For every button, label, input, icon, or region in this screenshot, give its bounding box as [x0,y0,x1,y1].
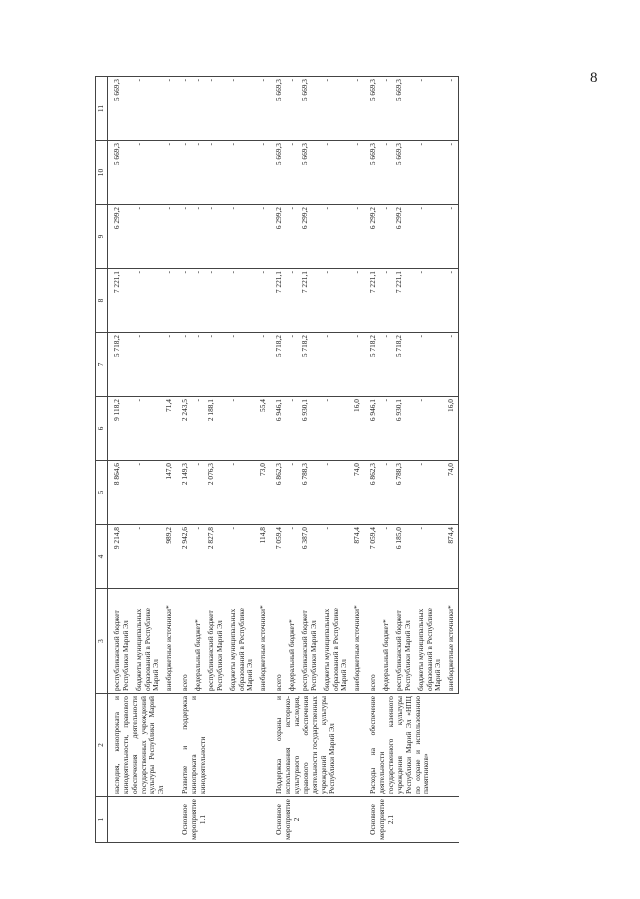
amount-cell: 7 059,4 [364,525,380,589]
funding-source-cell: федеральный бюджет* [286,589,299,694]
measure-name-cell: Расходы на обеспечение деятельности государственного казенного учреждения культуры Республики Марий Эл «НПЦ по охране и использованию памятников» [364,694,459,797]
amount-cell: - [321,77,352,141]
amount-cell: - [227,461,258,525]
amount-cell: - [286,269,299,333]
amount-cell: - [415,269,446,333]
amount-cell: 7 221,1 [299,269,321,333]
amount-cell: 73,0 [257,461,270,525]
funding-source-cell: бюджеты муниципальных образований в Республике Марий Эл [415,589,446,694]
amount-cell: - [257,205,270,269]
amount-cell: - [380,77,393,141]
funding-source-cell: внебюджетные источники* [445,589,458,694]
amount-cell: 9 118,2 [107,397,132,461]
amount-cell: - [133,397,164,461]
amount-cell: 874,4 [351,525,364,589]
amount-cell: - [415,461,446,525]
amount-cell: - [415,525,446,589]
table-row [364,77,380,843]
amount-cell: - [176,205,192,269]
amount-cell: - [227,333,258,397]
amount-cell: - [351,77,364,141]
funding-source-cell: бюджеты муниципальных образований в Республике Марий Эл [321,589,352,694]
amount-cell: - [380,525,393,589]
amount-cell: - [133,269,164,333]
amount-cell: 5 718,2 [393,333,415,397]
amount-cell: 5 718,2 [299,333,321,397]
amount-cell: - [227,77,258,141]
amount-cell: 7 221,1 [364,269,380,333]
amount-cell: - [351,205,364,269]
amount-cell: - [227,205,258,269]
page-number: 8 [590,70,598,86]
amount-cell: 2 076,3 [205,461,227,525]
column-number-header: 7 [96,333,108,397]
amount-cell: - [133,77,164,141]
amount-cell: 7 221,1 [107,269,132,333]
amount-cell: - [321,333,352,397]
amount-cell: 6 862,3 [364,461,380,525]
funding-source-cell: бюджеты муниципальных образований в Республике Марий Эл [133,589,164,694]
funding-source-cell: федеральный бюджет* [192,589,205,694]
amount-cell: 2 243,5 [176,397,192,461]
amount-cell: 6 299,2 [107,205,132,269]
amount-cell: 55,4 [257,397,270,461]
amount-cell: - [133,141,164,205]
amount-cell: - [351,333,364,397]
amount-cell: - [163,333,176,397]
measure-name-cell: Поддержка охраны и использования историко-культурного наследия, правового обеспечения деятельности государственных учреждений культуры Республики Марий Эл [270,694,364,797]
amount-cell: 71,4 [163,397,176,461]
amount-cell: 6 299,2 [364,205,380,269]
amount-cell: - [227,269,258,333]
amount-cell: 5 669,3 [107,77,132,141]
amount-cell: 8 864,6 [107,461,132,525]
amount-cell: - [257,269,270,333]
amount-cell: - [163,269,176,333]
amount-cell: 6 930,1 [299,397,321,461]
budget-table [95,76,459,843]
amount-cell: 6 788,3 [393,461,415,525]
amount-cell: - [286,77,299,141]
amount-cell: - [380,461,393,525]
amount-cell: - [205,77,227,141]
table-row [270,77,286,843]
amount-cell: - [445,333,458,397]
amount-cell: - [257,333,270,397]
column-number-header: 4 [96,525,108,589]
amount-cell: 7 221,1 [270,269,286,333]
amount-cell: - [176,77,192,141]
funding-source-cell: внебюджетные источники* [257,589,270,694]
column-number-header: 8 [96,269,108,333]
column-number-header: 5 [96,461,108,525]
amount-cell: - [192,525,205,589]
amount-cell: 5 669,3 [364,141,380,205]
amount-cell: - [227,397,258,461]
amount-cell: - [192,205,205,269]
funding-source-cell: федеральный бюджет* [380,589,393,694]
amount-cell: 6 946,1 [364,397,380,461]
amount-cell: 6 185,0 [393,525,415,589]
amount-cell: - [163,141,176,205]
measure-code-cell [107,797,176,843]
amount-cell: 6 946,1 [270,397,286,461]
measure-code-cell: Основное мероприятие 2.1 [364,797,459,843]
amount-cell: - [380,205,393,269]
amount-cell: - [351,141,364,205]
amount-cell: - [445,77,458,141]
amount-cell: - [445,141,458,205]
table-body [107,77,458,843]
amount-cell: 989,2 [163,525,176,589]
amount-cell: - [415,141,446,205]
column-number-header: 1 [96,797,108,843]
funding-source-cell: республиканский бюджет Республики Марий Эл [205,589,227,694]
amount-cell: - [286,333,299,397]
amount-cell: - [192,141,205,205]
amount-cell: 6 299,2 [299,205,321,269]
amount-cell: 874,4 [445,525,458,589]
amount-cell: - [133,461,164,525]
amount-cell: 2 149,3 [176,461,192,525]
amount-cell: - [445,205,458,269]
amount-cell: 6 788,3 [299,461,321,525]
column-number-header: 6 [96,397,108,461]
amount-cell: - [176,141,192,205]
amount-cell: 9 214,8 [107,525,132,589]
amount-cell: - [205,333,227,397]
amount-cell: 5 718,2 [270,333,286,397]
funding-source-cell: внебюджетные источники* [163,589,176,694]
amount-cell: - [133,525,164,589]
amount-cell: - [192,397,205,461]
amount-cell: 5 718,2 [107,333,132,397]
amount-cell: - [415,397,446,461]
amount-cell: 147,0 [163,461,176,525]
amount-cell: 7 059,4 [270,525,286,589]
funding-source-cell: республиканский бюджет Республики Марий Эл [393,589,415,694]
amount-cell: 5 669,3 [270,141,286,205]
column-number-row [96,77,108,843]
amount-cell: - [380,333,393,397]
amount-cell: - [415,205,446,269]
amount-cell: 5 669,3 [393,77,415,141]
amount-cell: - [321,461,352,525]
amount-cell: 16,0 [351,397,364,461]
column-number-header: 10 [96,141,108,205]
measure-code-cell: Основное мероприятие 2 [270,797,364,843]
amount-cell: 16,0 [445,397,458,461]
table-row [107,77,132,843]
funding-source-cell: республиканский бюджет Республики Марий Эл [107,589,132,694]
amount-cell: - [286,525,299,589]
amount-cell: - [205,269,227,333]
rotated-page [95,78,525,843]
amount-cell: 114,8 [257,525,270,589]
amount-cell: - [192,333,205,397]
amount-cell: 5 669,3 [299,77,321,141]
amount-cell: - [133,333,164,397]
amount-cell: - [321,269,352,333]
amount-cell: - [286,205,299,269]
amount-cell: 74,0 [351,461,364,525]
amount-cell: - [321,141,352,205]
amount-cell: - [227,525,258,589]
amount-cell: 5 669,3 [107,141,132,205]
amount-cell: 6 299,2 [393,205,415,269]
amount-cell: 6 930,1 [393,397,415,461]
amount-cell: - [163,77,176,141]
amount-cell: - [192,77,205,141]
measure-code-cell: Основное мероприятие 1.1 [176,797,270,843]
amount-cell: 74,0 [445,461,458,525]
amount-cell: 6 862,3 [270,461,286,525]
amount-cell: - [257,77,270,141]
column-number-header: 2 [96,694,108,797]
amount-cell: - [133,205,164,269]
amount-cell: 2 827,8 [205,525,227,589]
amount-cell: - [415,77,446,141]
funding-source-cell: бюджеты муниципальных образований в Республике Марий Эл [227,589,258,694]
amount-cell: - [321,205,352,269]
amount-cell: - [380,141,393,205]
column-number-header: 3 [96,589,108,694]
funding-source-cell: республиканский бюджет Республики Марий Эл [299,589,321,694]
amount-cell: - [227,141,258,205]
amount-cell: - [415,333,446,397]
amount-cell: - [205,205,227,269]
amount-cell: 5 669,3 [364,77,380,141]
amount-cell: - [163,205,176,269]
amount-cell: - [286,141,299,205]
funding-source-cell: внебюджетные источники* [351,589,364,694]
funding-source-cell: всего [176,589,192,694]
column-number-header: 11 [96,77,108,141]
amount-cell: - [351,269,364,333]
measure-name-cell: наследия, кинопроката и кинодеятельности, правового обеспечения деятельности государственных учреждений культуры Республики Марий Эл [107,694,176,797]
amount-cell: - [176,269,192,333]
measure-name-cell: Развитие и поддержка кинопроката и кинодеятельности [176,694,270,797]
amount-cell: 6 299,2 [270,205,286,269]
funding-source-cell: всего [364,589,380,694]
funding-source-cell: всего [270,589,286,694]
amount-cell: - [286,461,299,525]
amount-cell: - [205,141,227,205]
amount-cell: - [380,269,393,333]
amount-cell: - [321,525,352,589]
amount-cell: - [445,269,458,333]
amount-cell: 2 188,1 [205,397,227,461]
column-number-header: 9 [96,205,108,269]
amount-cell: - [380,397,393,461]
amount-cell: 5 718,2 [364,333,380,397]
amount-cell: - [176,333,192,397]
amount-cell: - [257,141,270,205]
amount-cell: - [321,397,352,461]
amount-cell: - [192,269,205,333]
amount-cell: 2 942,6 [176,525,192,589]
amount-cell: 5 669,3 [393,141,415,205]
amount-cell: - [192,461,205,525]
table-row [176,77,192,843]
amount-cell: 5 669,3 [270,77,286,141]
amount-cell: 6 387,0 [299,525,321,589]
amount-cell: 7 221,1 [393,269,415,333]
amount-cell: 5 669,3 [299,141,321,205]
amount-cell: - [286,397,299,461]
